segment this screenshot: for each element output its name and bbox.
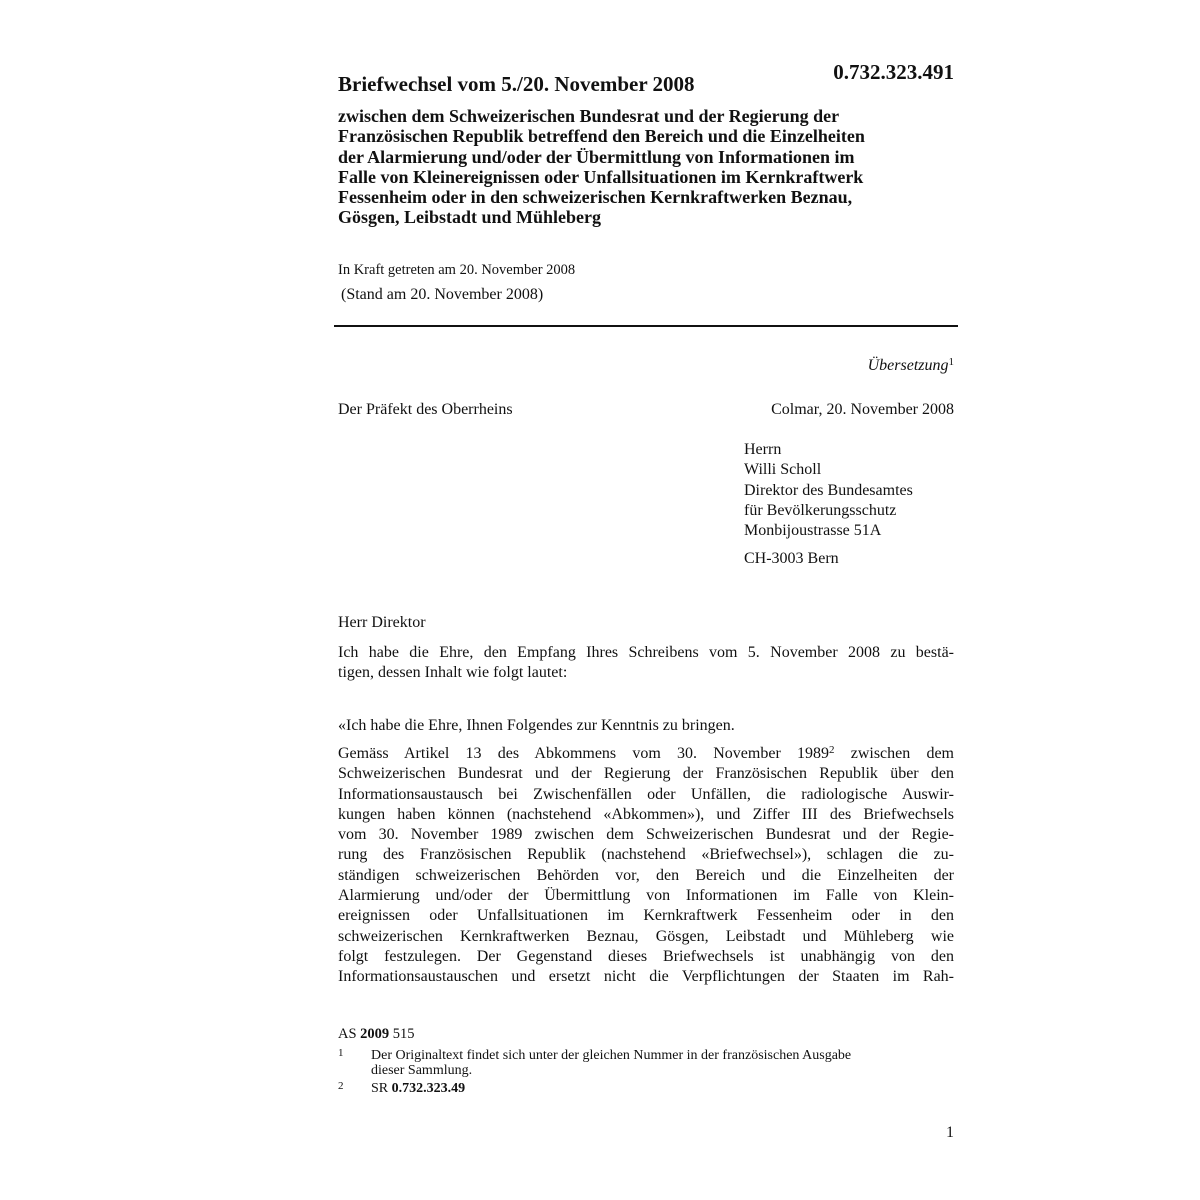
paragraph-line bbox=[338, 744, 954, 764]
recipient-city: CH-3003 Bern bbox=[744, 550, 839, 567]
paragraph-line: folgt festzulegen. Der Gegenstand dieses Briefwechsels ist unabhängig von den bbox=[338, 947, 954, 965]
paragraph-line: schweizerischen Kernkraftwerken Beznau, Gösgen, Leibstadt und Mühleberg wie bbox=[338, 927, 954, 945]
sr-reference-number[interactable]: 0.732.323.49 bbox=[391, 1081, 466, 1096]
subtitle-line: der Alarmierung und/oder der Übermittlung von Informationen im bbox=[338, 146, 855, 167]
footnote-ref-2[interactable]: 2 bbox=[829, 744, 835, 756]
footnote-2-marker: 2 bbox=[338, 1080, 344, 1092]
letter-place-date: Colmar, 20. November 2008 bbox=[771, 401, 954, 418]
footnote-line: dieser Sammlung. bbox=[371, 1063, 473, 1078]
paragraph-text: zwischen dem bbox=[834, 745, 955, 762]
translation-note bbox=[756, 356, 954, 375]
as-prefix: AS bbox=[338, 1026, 361, 1042]
paragraph-line: Schweizerischen Bundesrat und der Regierung der Französischen Republik über den bbox=[338, 765, 954, 783]
paragraph-line: «Ich habe die Ehre, Ihnen Folgendes zur Kenntnis zu bringen. bbox=[338, 717, 735, 734]
address-line: Willi Scholl bbox=[744, 461, 822, 479]
paragraph-main bbox=[338, 744, 954, 988]
paragraph-line: ereignissen oder Unfallsituationen im Kernkraftwerk Fessenheim oder in den bbox=[338, 907, 954, 925]
subtitle-line: Französischen Republik betreffend den Bereich und die Einzelheiten bbox=[338, 126, 865, 147]
paragraph-line: kungen haben können (nachstehend «Abkommen»), und Ziffer III des Briefwechsels bbox=[338, 805, 954, 823]
address-line: Monbijoustrasse 51A bbox=[744, 522, 882, 540]
header-divider bbox=[334, 325, 958, 327]
as-year: 2009 bbox=[360, 1026, 390, 1042]
address-line: für Bevölkerungsschutz bbox=[744, 501, 897, 519]
paragraph-line: rung des Französischen Republik (nachstehend «Briefwechsel»), schlagen die zu- bbox=[338, 846, 954, 864]
translation-label: Übersetzung bbox=[867, 357, 949, 374]
paragraph-line: ständigen schweizerischen Behörden vor, den Bereich und die Einzelheiten der bbox=[338, 866, 954, 884]
subtitle-line: Falle von Kleinereignissen oder Unfallsituationen im Kernkraftwerk bbox=[338, 166, 864, 187]
subtitle-line: zwischen dem Schweizerischen Bundesrat und der Regierung der bbox=[338, 106, 840, 126]
document-title: Briefwechsel vom 5./20. November 2008 bbox=[338, 72, 695, 96]
as-page: 515 bbox=[389, 1026, 415, 1042]
sr-prefix: SR bbox=[371, 1081, 392, 1096]
footnote-1-marker: 1 bbox=[338, 1047, 344, 1059]
subtitle-line: Gösgen, Leibstadt und Mühleberg bbox=[338, 207, 602, 228]
salutation: Herr Direktor bbox=[338, 614, 426, 631]
address-line: Direktor des Bundesamtes bbox=[744, 481, 913, 499]
paragraph-acknowledgement bbox=[338, 643, 954, 684]
paragraph-line: tigen, dessen Inhalt wie folgt lautet: bbox=[338, 664, 568, 682]
footnote-2-text bbox=[371, 1081, 465, 1096]
subtitle-line: Fessenheim oder in den schweizerischen Kernkraftwerken Beznau, bbox=[338, 187, 853, 208]
footnote-ref-1[interactable]: 1 bbox=[948, 356, 954, 368]
paragraph-line: Ich habe die Ehre, den Empfang Ihres Schreibens vom 5. November 2008 zu bestä- bbox=[338, 644, 954, 661]
address-line: Herrn bbox=[744, 441, 782, 458]
paragraph-line: Informationsaustausch bei Zwischenfällen oder Unfällen, die radiologische Auswir- bbox=[338, 785, 954, 803]
paragraph-line: Informationsaustauschen und ersetzt nicht die Verpflichtungen der Staaten im Rah- bbox=[338, 968, 954, 986]
paragraph-text: Gemäss Artikel 13 des Abkommens vom 30. November 1989 bbox=[338, 745, 829, 762]
footnote-1-text bbox=[371, 1048, 956, 1078]
status-date: (Stand am 20. November 2008) bbox=[341, 286, 544, 303]
page-number: 1 bbox=[946, 1124, 954, 1141]
footnote-line: Der Originaltext findet sich unter der gleichen Nummer in der französischen Ausgabe bbox=[371, 1048, 852, 1063]
document-subtitle bbox=[338, 106, 978, 228]
official-collection-reference bbox=[338, 1026, 415, 1043]
paragraph-quote-intro bbox=[338, 716, 954, 736]
paragraph-line: Alarmierung und/oder der Übermittlung von Informationen im Falle von Klein- bbox=[338, 887, 954, 905]
in-force-date: In Kraft getreten am 20. November 2008 bbox=[338, 262, 576, 278]
sr-number: 0.732.323.491 bbox=[833, 60, 954, 84]
letter-sender: Der Präfekt des Oberrheins bbox=[338, 401, 513, 418]
recipient-address bbox=[744, 440, 913, 541]
paragraph-line: vom 30. November 1989 zwischen dem Schweizerischen Bundesrat und der Regie- bbox=[338, 826, 954, 844]
